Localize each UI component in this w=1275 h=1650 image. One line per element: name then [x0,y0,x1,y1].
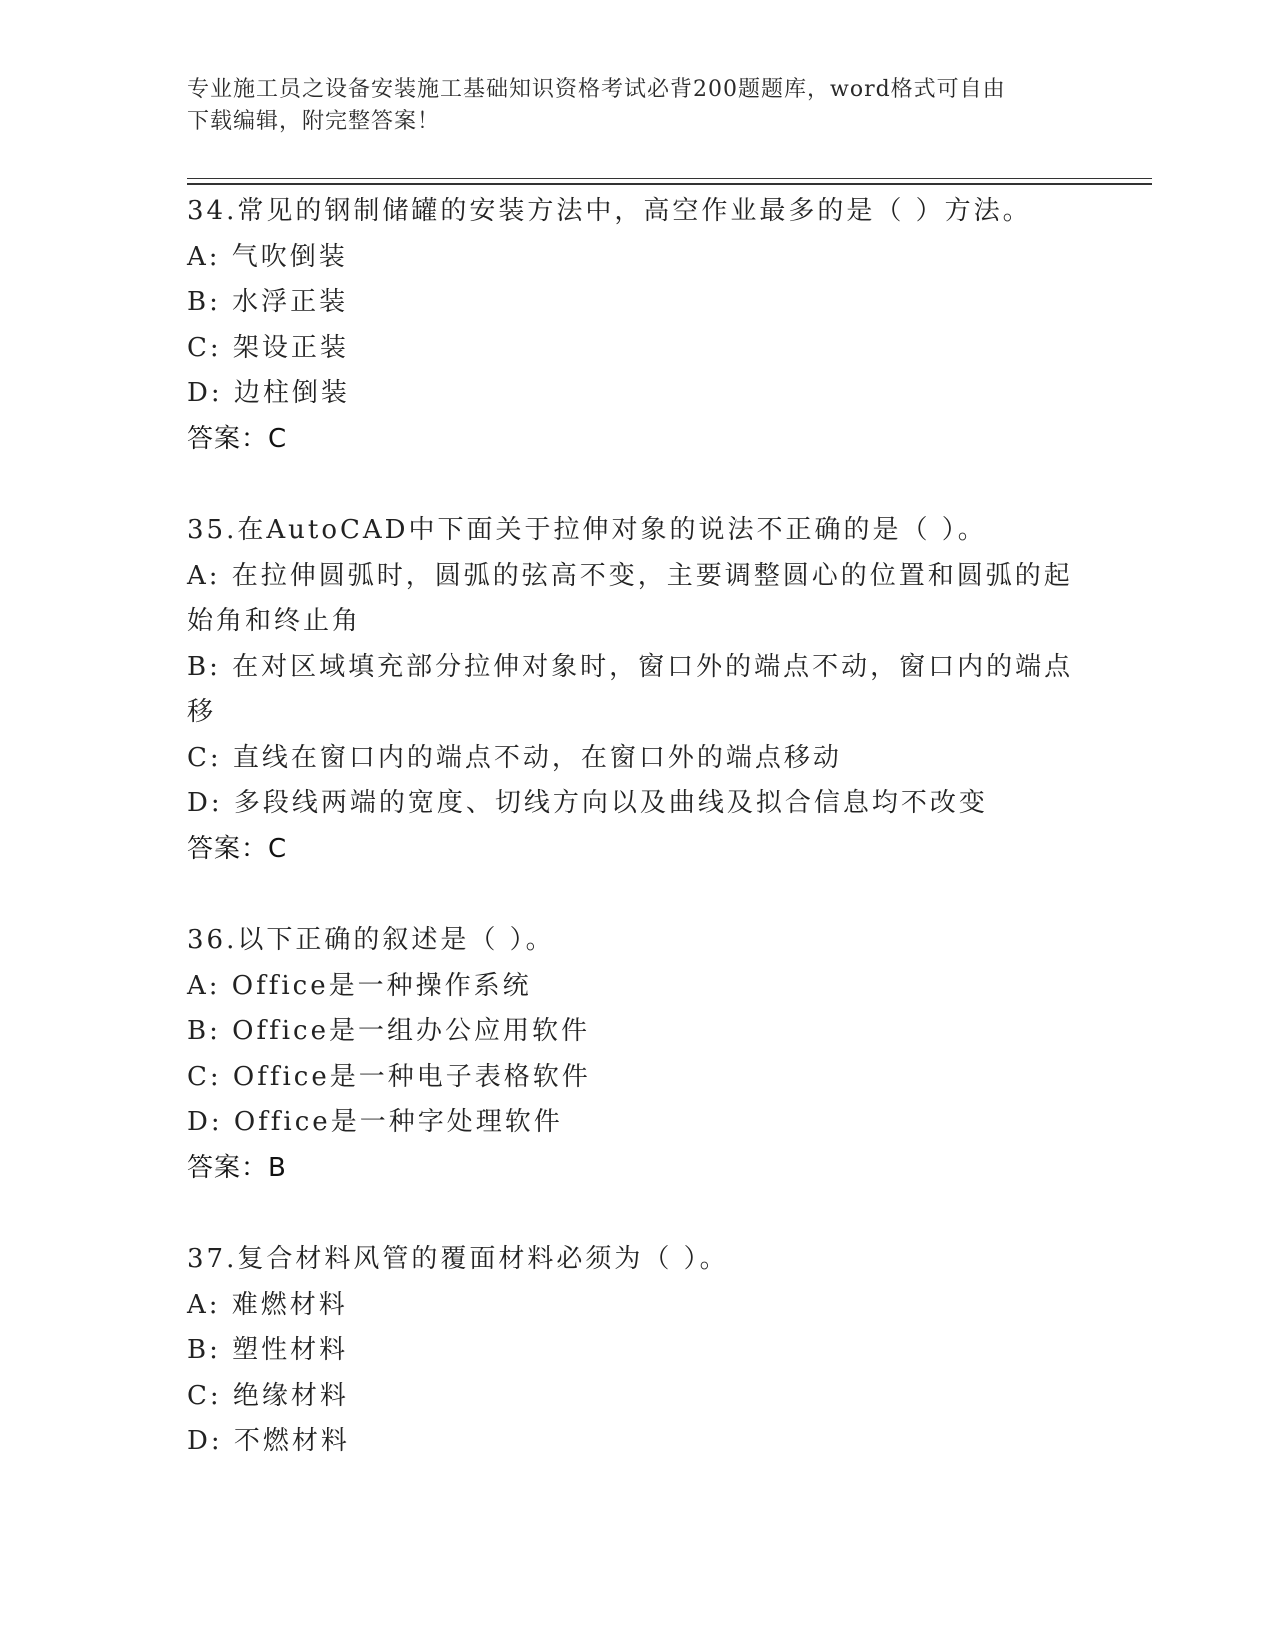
header-line-1: 专业施工员之设备安装施工基础知识资格考试必背200题题库，word格式可自由 [187,77,1006,102]
option-c: C: Office是一种电子表格软件 [187,1061,591,1092]
question-list [187,189,1087,1511]
document-header [187,74,1067,138]
option-c: C: 绝缘材料 [187,1380,349,1411]
option-a: A: Office是一种操作系统 [187,970,532,1001]
option-d: D: 不燃材料 [187,1426,350,1456]
answer-line: 答案：C [187,423,288,454]
option-a: A: 难燃材料 [187,1289,348,1320]
question-35 [187,508,1087,872]
answer-line: 答案：B [187,1152,287,1183]
option-d: D: Office是一种字处理软件 [187,1107,563,1137]
option-b: B: 在对区域填充部分拉伸对象时，窗口外的端点不动，窗口内的端点移 [187,651,1074,727]
option-b: B: 塑性材料 [187,1335,349,1365]
header-rule-thin [187,178,1152,179]
option-c: C: 架设正装 [187,332,349,363]
question-stem: 37.复合材料风管的覆面材料必须为（ ）。 [187,1244,729,1274]
option-d: D: 多段线两端的宽度、切线方向以及曲线及拟合信息均不改变 [187,788,988,818]
option-b: B: 水浮正装 [187,287,349,317]
answer-line: 答案：C [187,833,288,864]
option-b: B: Office是一组办公应用软件 [187,1016,590,1046]
header-rule-thick [187,183,1152,185]
option-c: C: 直线在窗口内的端点不动，在窗口外的端点移动 [187,742,842,773]
question-34 [187,189,1087,462]
option-a: A: 在拉伸圆弧时，圆弧的弦高不变，主要调整圆心的位置和圆弧的起始角和终止角 [187,560,1073,636]
option-d: D: 边柱倒装 [187,378,350,408]
option-a: A: 气吹倒装 [187,241,348,272]
question-stem: 36.以下正确的叙述是（ ）。 [187,925,555,955]
question-stem: 35.在AutoCAD中下面关于拉伸对象的说法不正确的是（ ）。 [187,515,987,545]
question-stem: 34.常见的钢制储罐的安装方法中，高空作业最多的是（ ）方法。 [187,196,1032,226]
question-37 [187,1237,1087,1465]
header-line-2: 下载编辑，附完整答案！ [187,109,441,134]
question-36 [187,918,1087,1191]
